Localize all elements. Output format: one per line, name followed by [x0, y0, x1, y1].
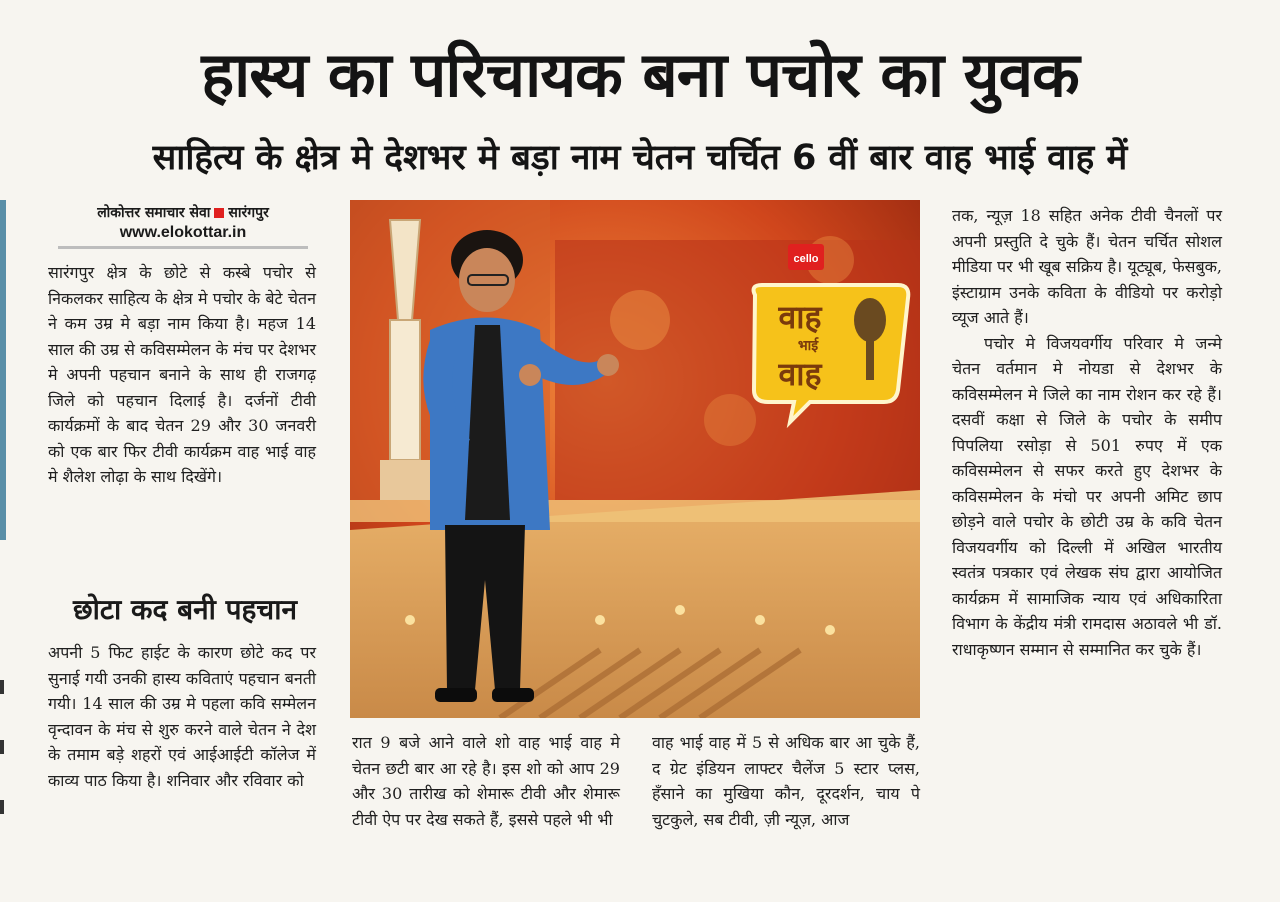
byline-website[interactable]: www.elokottar.in: [119, 224, 247, 241]
column-1-bottom: [48, 640, 316, 793]
column-1-paragraph-1: सारंगपुर क्षेत्र के छोटे से कस्बे पचोर से निकलकर साहित्य के क्षेत्र मे पचोर के बेटे चेतन ने कम उम्र मे बड़ा नाम किया है। महज 14 साल की उम्र से कविसम्मेलन के मंच पर देशभर मे अपनी पहचान बनाने के साथ ही राजगढ़ जिले को पहचान दिलाई है। दर्जनों टीवी कार्यक्रमों के बाद चेतन 29 और 30 जनवरी को एक बार फिर टीवी कार्यक्रम वाह भाई वाह मे शैलेश लोढ़ा के साथ दिखेंगे।: [48, 263, 316, 486]
column-3-paragraph: वाह भाई वाह में 5 से अधिक बार आ चुके हैं, द ग्रेट इंडियन लाफ्टर चैलेंज 5 स्टार प्लस, हँसाने का मुखिया कौन, दूरदर्शन, चाय पे चुटकुले, सब टीवी, ज़ी न्यूज़, आज: [652, 733, 920, 829]
svg-text:cello: cello: [793, 253, 819, 265]
byline-rule: [58, 246, 308, 249]
svg-text:भाई: भाई: [797, 338, 819, 354]
column-1-top: [48, 260, 316, 490]
column-4: [952, 203, 1222, 662]
adjacent-column-mark: [0, 740, 4, 754]
bullet-square-icon: [214, 208, 224, 218]
byline-place: सारंगपुर: [228, 205, 269, 221]
section-subheading: छोटा कद बनी पहचान: [73, 593, 297, 626]
adjacent-photo-edge: [0, 200, 6, 540]
column-1-paragraph-2: अपनी 5 फिट हाईट के कारण छोटे कद पर सुनाई गयी उनकी हास्य कविताएं पहचान बनती गयी। 14 साल की उम्र मे पहला कवि सम्मेलन वृन्दावन के मंच से शुरु करने वाले चेतन ने देश के तमाम बड़े शहरों एवं आईआईटी कॉलेज में काव्य पाठ किया है। शनिवार और रविवार को: [48, 643, 316, 790]
stage-photo-illustration: [350, 200, 920, 718]
svg-text:वाह: वाह: [778, 355, 822, 393]
byline: [58, 203, 308, 249]
page-headline: हास्य का परिचायक बना पचोर का युवक: [201, 38, 1079, 111]
column-4-paragraph-2: पचोर मे विजयवर्गीय परिवार मे जन्मे चेतन वर्तमान मे नोयडा से देशभर के कविसम्मेलन मे जिले का नाम रोशन कर रहे हैं। दसवीं कक्षा से जिले के पचोर के समीप पिपलिया रसोड़ा से 501 रुपए में एक कविसम्मेलन से सफर करते हुए देशभर के कविसम्मेलन के मंचो पर अपनी अमिट छाप छोड़ने वाले पचोर के छोटी उम्र के कवि चेतन विजयवर्गीय को दिल्ली में अखिल भारतीय स्वतंत्र पत्रकार एवं लेखक संघ द्वारा आयोजित कार्यक्रम में सामाजिक न्याय एवं अधिकारिता विभाग के केंद्रीय मंत्री रामदास अठावले भी डॉ. राधाकृष्णन सम्मान से सम्मानित कर चुके हैं।: [952, 333, 1222, 659]
byline-agency: लोकोत्तर समाचार सेवा: [97, 205, 211, 221]
adjacent-column-mark: [0, 680, 4, 694]
show-logo-bubble-icon: [754, 285, 909, 422]
column-2: [352, 730, 620, 832]
column-3: [652, 730, 920, 832]
adjacent-column-mark: [0, 800, 4, 814]
sub-headline: साहित्य के क्षेत्र मे देशभर मे बड़ा नाम चेतन चर्चित 6 वीं बार वाह भाई वाह में: [152, 138, 1128, 178]
svg-text:वाह: वाह: [778, 298, 822, 336]
column-4-paragraph-1: तक, न्यूज़ 18 सहित अनेक टीवी चैनलों पर अपनी प्रस्तुति दे चुके हैं। चेतन चर्चित सोशल मीडिया पर भी खूब सक्रिय है। यूट्यूब, फेसबुक, इंस्टाग्राम उनके कविता के वीडियो पर करोड़ो व्यूज आते हैं।: [952, 206, 1222, 327]
column-2-paragraph: रात 9 बजे आने वाले शो वाह भाई वाह मे चेतन छटी बार आ रहे है। इस शो को आप 29 और 30 तारीख को शेमारू टीवी और शेमारू टीवी ऐप पर देख सकते हैं, इससे पहले भी भी: [352, 733, 620, 829]
article-photo: [350, 200, 920, 718]
